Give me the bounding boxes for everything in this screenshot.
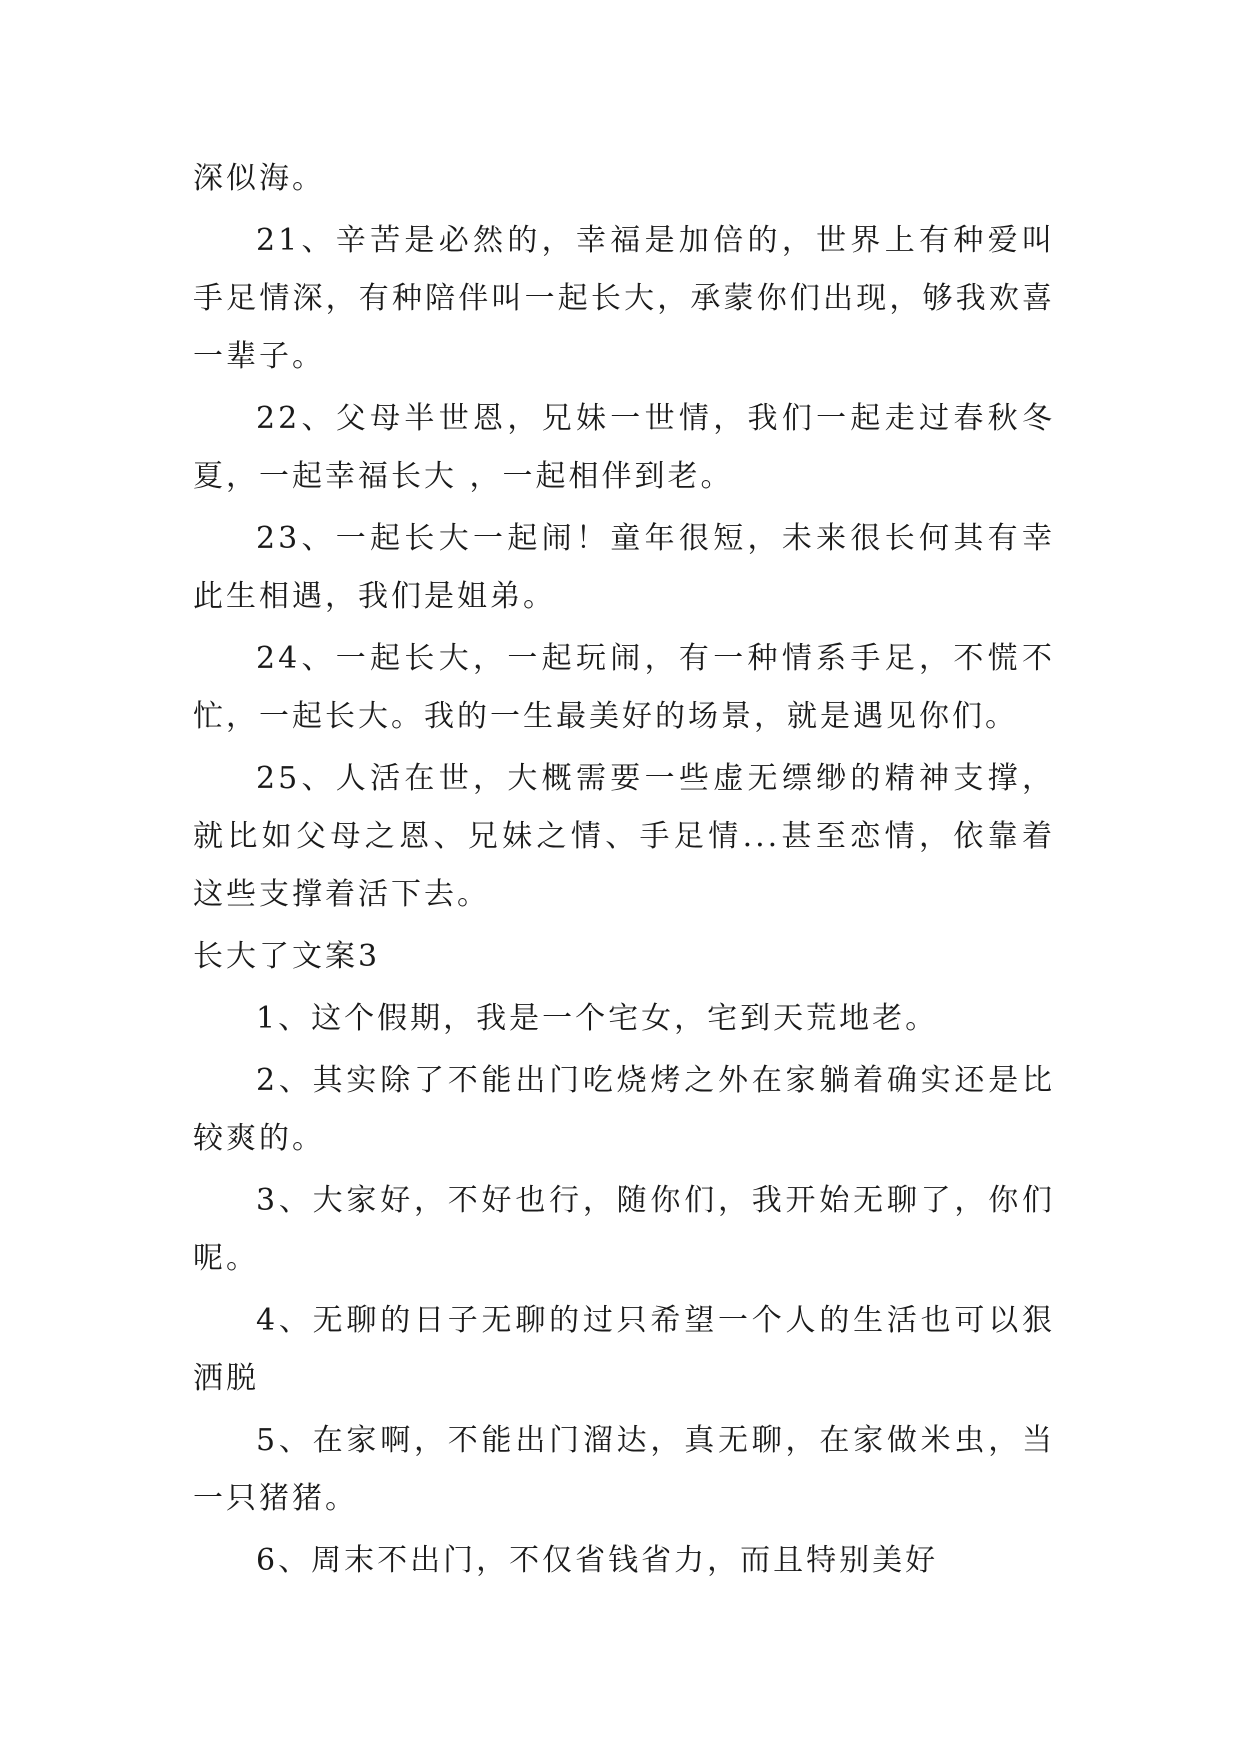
list-item-4: 4、无聊的日子无聊的过只希望一个人的生活也可以狠洒脱 bbox=[193, 1303, 1055, 1396]
list-item-23: 23、一起长大一起闹！童年很短，未来很长何其有幸此生相遇，我们是姐弟。 bbox=[193, 521, 1055, 614]
section-heading: 长大了文案3 bbox=[193, 939, 381, 974]
list-item-21: 21、辛苦是必然的，幸福是加倍的，世界上有种爱叫手足情深，有种陪伴叫一起长大，承蒙你们出现，够我欢喜一辈子。 bbox=[193, 223, 1055, 374]
list-item-1: 1、这个假期，我是一个宅女，宅到天荒地老。 bbox=[256, 1001, 939, 1036]
list-item-2: 2、其实除了不能出门吃烧烤之外在家躺着确实还是比较爽的。 bbox=[193, 1063, 1055, 1156]
list-item-25: 25、人活在世，大概需要一些虚无缥缈的精神支撑，就比如父母之恩、兄妹之情、手足情...甚至恋情，依靠着这些支撑着活下去。 bbox=[193, 761, 1055, 912]
list-item-6: 6、周末不出门，不仅省钱省力，而且特别美好 bbox=[256, 1543, 939, 1578]
document-body bbox=[193, 150, 1055, 1590]
paragraph-continuation: 深似海。 bbox=[193, 161, 325, 196]
list-item-24: 24、一起长大，一起玩闹，有一种情系手足，不慌不忙，一起长大。我的一生最美好的场景，就是遇见你们。 bbox=[193, 641, 1055, 734]
list-item-3: 3、大家好，不好也行，随你们，我开始无聊了，你们呢。 bbox=[193, 1183, 1055, 1276]
list-item-22: 22、父母半世恩，兄妹一世情，我们一起走过春秋冬夏，一起幸福长大 ，一起相伴到老。 bbox=[193, 401, 1055, 494]
list-item-5: 5、在家啊，不能出门溜达，真无聊，在家做米虫，当一只猪猪。 bbox=[193, 1423, 1055, 1516]
